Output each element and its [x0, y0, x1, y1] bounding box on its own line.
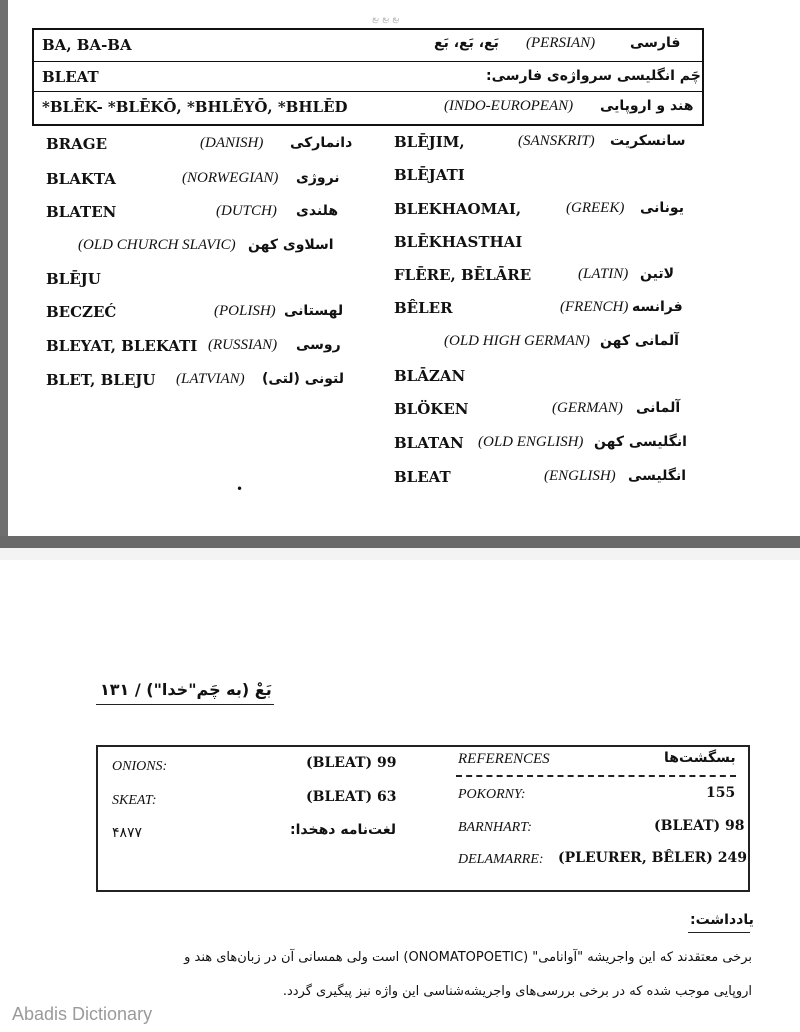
- ref-value: 155: [706, 785, 736, 801]
- entry-lang: (LATIN): [578, 266, 629, 282]
- ref-source: SKEAT:: [112, 793, 157, 808]
- note-title-underline: [688, 932, 750, 933]
- entry-word: BLĀZAN: [394, 367, 466, 385]
- entry-persian: نروژی: [296, 170, 340, 186]
- entry-persian: یونانی: [640, 200, 684, 216]
- entry-word: BLEAT: [394, 468, 451, 486]
- ref-value: (BLEAT) 98: [654, 818, 745, 834]
- entry-word: BLĒJATI: [394, 166, 465, 184]
- entry-persian: آلمانی: [636, 400, 681, 416]
- header-divider: [34, 91, 702, 92]
- entry-lang: (OLD CHURCH SLAVIC): [78, 237, 236, 253]
- page-gap: [0, 548, 800, 560]
- references-dashed-rule: [456, 775, 736, 777]
- entry-persian: آلمانی کهن: [600, 333, 679, 349]
- ref-value: (PLEURER, BÊLER) 249: [558, 850, 747, 866]
- entry-persian: لاتین: [640, 266, 674, 282]
- entry-persian: اسلاوی کهن: [248, 237, 334, 253]
- heading-underline: [96, 704, 274, 705]
- note-line-2: اروپایی موجب شده که در برخی بررسی‌های واجریشه‌شناسی این واژه نیز پیگیری گردد.: [282, 984, 752, 999]
- entry-persian: هلندی: [296, 203, 339, 219]
- entry-persian: لتونی (لتی): [262, 371, 344, 387]
- entry-word: BÊLER: [394, 299, 453, 317]
- entry-word: BLĒKHASTHAI: [394, 233, 523, 251]
- entry-word: BLAKTA: [46, 170, 116, 188]
- entry-lang: (OLD ENGLISH): [478, 434, 584, 450]
- entry-word: BLEYAT, BLEKATI: [46, 337, 198, 355]
- bullet-mark: •: [236, 482, 244, 496]
- references-label: REFERENCES: [458, 751, 550, 767]
- ref-source: POKORNY:: [458, 787, 526, 802]
- entry-word: BLEKHAOMAI,: [394, 200, 522, 218]
- entry-lang: (DANISH): [200, 135, 264, 151]
- header-word-indo-european: *BLĒK- *BLĒKŌ, *BHLĒYŌ, *BHLĒD: [42, 98, 348, 116]
- entry-lang: (GERMAN): [552, 400, 623, 416]
- header-persian-indo-european: هند و اروپایی: [600, 98, 694, 114]
- ref-source: ONIONS:: [112, 759, 168, 774]
- ref-value: لغت‌نامه دهخدا:: [290, 822, 396, 838]
- entry-lang: (GREEK): [566, 200, 625, 216]
- entry-persian: انگلیسی: [628, 468, 687, 484]
- ref-source: DELAMARRE:: [458, 852, 544, 867]
- header-persian-words: بَع، بَع، بَع: [434, 35, 499, 51]
- header-box: [32, 28, 704, 126]
- entry-lang: (SANSKRIT): [518, 133, 595, 149]
- entry-persian: دانمارکی: [290, 135, 353, 151]
- entry-lang: (OLD HIGH GERMAN): [444, 333, 590, 349]
- entry-word: BLET, BLEJU: [46, 371, 156, 389]
- entry-word: BLĒJU: [46, 270, 101, 288]
- entry-lang: (POLISH): [214, 303, 276, 319]
- entry-lang: (FRENCH): [560, 299, 629, 315]
- entry-persian: فرانسه: [632, 299, 683, 315]
- ref-source: BARNHART:: [458, 820, 532, 835]
- entry-persian: انگلیسی کهن: [594, 434, 687, 450]
- page-heading: بَعْ (به چَم"خدا") / ۱۳۱: [100, 680, 272, 699]
- entry-lang: (RUSSIAN): [208, 337, 278, 353]
- note-line-1: برخی معتقدند که این واجریشه "آوانامی" (ONOMATOPOETIC) است ولی همسانی آن در زبان‌های هند و: [184, 950, 752, 965]
- ref-source: ۴۸۷۷: [112, 825, 143, 841]
- header-lang-persian: (PERSIAN): [526, 35, 596, 51]
- header-persian-equivalent-label: چَم انگلیسی سرواژه‌ی فارسی:: [486, 68, 701, 84]
- header-lang-indo-european: (INDO-EUROPEAN): [444, 98, 574, 114]
- entry-persian: سانسکریت: [610, 133, 686, 149]
- tiny-mark: بع بع بع: [372, 14, 400, 24]
- entry-persian: روسی: [296, 337, 341, 353]
- entry-lang: (NORWEGIAN): [182, 170, 279, 186]
- references-title: بسگشت‌ها: [664, 750, 736, 766]
- entry-word: FLĒRE, BĒLĀRE: [394, 266, 532, 284]
- page-edge-bottom: [0, 536, 800, 548]
- entry-persian: لهستانی: [284, 303, 344, 319]
- ref-value: (BLEAT) 99: [306, 755, 397, 771]
- note-title: یادداشت:: [690, 912, 754, 928]
- entry-word: BECZEĆ: [46, 303, 117, 321]
- ref-value: (BLEAT) 63: [306, 789, 397, 805]
- page-edge-left: [0, 0, 8, 540]
- header-word-persian: BA, BA-BA: [42, 36, 132, 54]
- entry-word: BLATEN: [46, 203, 117, 221]
- entry-word: BLATAN: [394, 434, 464, 452]
- entry-word: BLĒJIM,: [394, 133, 465, 151]
- header-word-bleat: BLEAT: [42, 68, 99, 86]
- entry-lang: (LATVIAN): [176, 371, 245, 387]
- entry-word: BRAGE: [46, 135, 108, 153]
- site-watermark: Abadis Dictionary: [12, 1004, 153, 1024]
- references-box: [96, 745, 750, 892]
- entry-lang: (DUTCH): [216, 203, 277, 219]
- header-divider: [34, 61, 702, 62]
- entry-lang: (ENGLISH): [544, 468, 616, 484]
- header-persian-label: فارسی: [630, 35, 681, 51]
- entry-word: BLÖKEN: [394, 400, 469, 418]
